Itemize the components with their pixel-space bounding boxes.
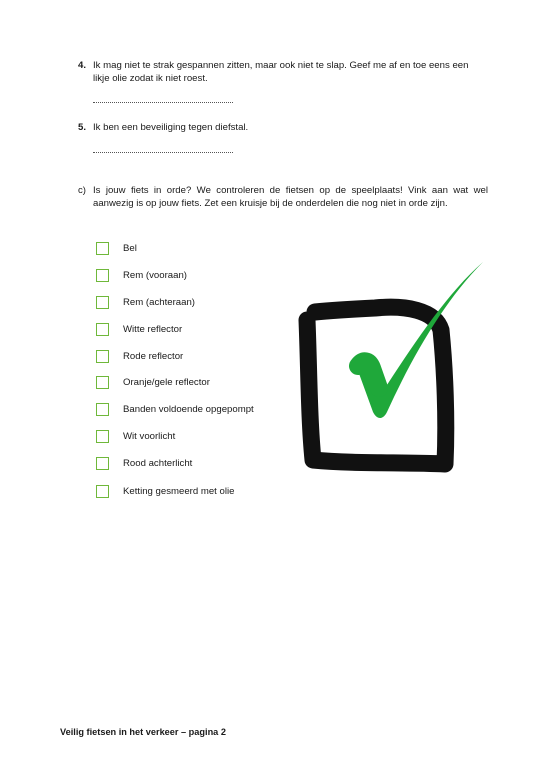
checklist-label: Wit voorlicht (123, 431, 176, 442)
checkbox[interactable] (96, 430, 109, 443)
checklist-label: Rem (achteraan) (123, 297, 195, 308)
checklist-item[interactable] (96, 350, 296, 366)
checkbox[interactable] (96, 350, 109, 363)
question-number: 5. (78, 122, 87, 133)
answer-line-5[interactable] (93, 150, 233, 153)
checkmark-box-icon (295, 260, 495, 480)
checkbox[interactable] (96, 457, 109, 470)
checklist-label: Oranje/gele reflector (123, 377, 210, 388)
page-footer: Veilig fietsen in het verkeer – pagina 2 (60, 727, 226, 737)
checklist-label: Ketting gesmeerd met olie (123, 486, 235, 497)
checklist-item[interactable] (96, 403, 296, 419)
checkbox[interactable] (96, 323, 109, 336)
checklist-label: Rood achterlicht (123, 458, 193, 469)
section-text: Is jouw fiets in orde? We controleren de fietsen op de speelplaats! Vink aan wat wel aanwezig is op jouw fiets. Zet een kruisje bij de onderdelen die nog niet in orde zijn. (93, 185, 488, 209)
question-text: Ik mag niet te strak gespannen zitten, maar ook niet te slap. Geef me af en toe eens een likje olie zodat ik niet roest. (93, 60, 469, 84)
checklist-item[interactable] (96, 485, 296, 501)
checklist-label: Rode reflector (123, 351, 184, 362)
question-text: Ik ben een beveiliging tegen diefstal. (93, 122, 249, 133)
checklist-item[interactable] (96, 323, 296, 339)
checklist-label: Rem (vooraan) (123, 270, 187, 281)
checklist-item[interactable] (96, 296, 296, 312)
question-number: 4. (78, 60, 87, 71)
checkbox[interactable] (96, 242, 109, 255)
checkbox[interactable] (96, 485, 109, 498)
checklist-item[interactable] (96, 242, 296, 258)
checklist-label: Bel (123, 243, 137, 254)
answer-line-4[interactable] (93, 100, 233, 103)
checklist-label: Witte reflector (123, 324, 183, 335)
checklist-item[interactable] (96, 376, 296, 392)
section-label: c) (78, 185, 86, 196)
checkbox[interactable] (96, 376, 109, 389)
checkbox[interactable] (96, 403, 109, 416)
checkbox[interactable] (96, 296, 109, 309)
checklist-item[interactable] (96, 269, 296, 285)
checklist-item[interactable] (96, 430, 296, 446)
checklist-label: Banden voldoende opgepompt (123, 404, 254, 415)
checkbox[interactable] (96, 269, 109, 282)
checklist-item[interactable] (96, 457, 296, 473)
